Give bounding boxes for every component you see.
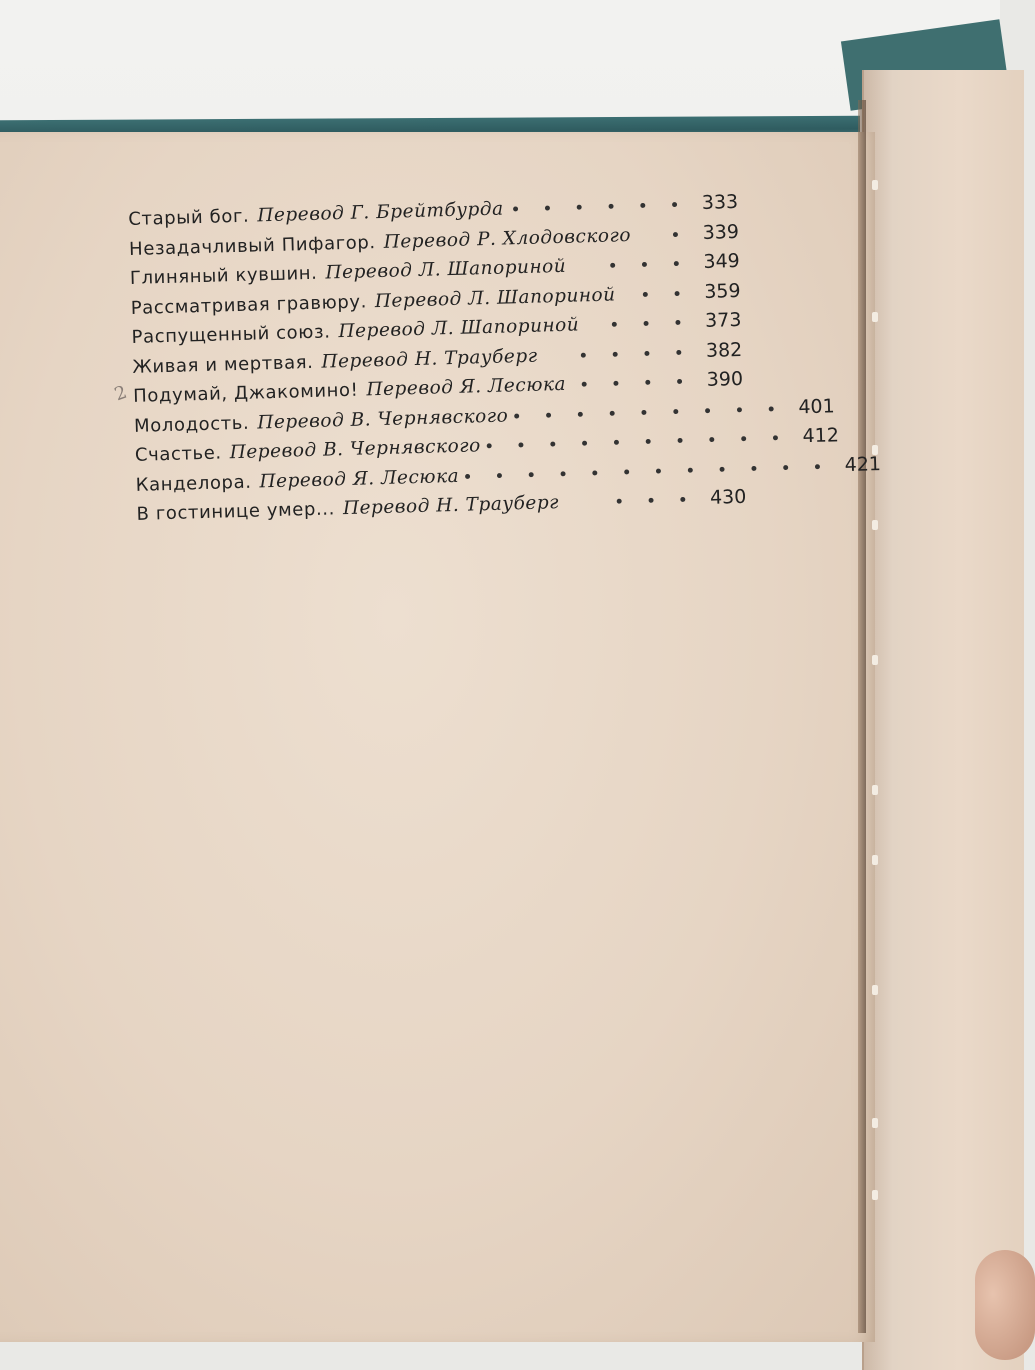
toc-page-number: 412 [802,424,840,448]
toc-page-number: 359 [703,279,741,303]
toc-entry-translator: Перевод Л. Шапориной [374,283,616,312]
binding-stitch [872,520,878,530]
toc-entry-title: Счастье. [134,442,222,466]
toc-page-number: 401 [798,394,835,418]
toc-entry-translator: Перевод В. Чернявского [256,404,509,433]
toc-entry-title: Живая и мертвая. [132,351,314,378]
toc-dot-leader: • • • • • • • • • • [484,430,790,456]
toc-entry-translator: Перевод Р. Хлодовского [383,224,632,253]
toc-entry-translator: Перевод Н. Трауберг [342,492,560,520]
toc-page-number: 373 [704,308,742,332]
toc-page-number: 421 [844,452,882,476]
binding-stitch [872,855,878,865]
binding-stitch [872,655,878,665]
toc-page-number: 430 [709,485,747,509]
toc-dot-leader: • • • • [579,374,694,394]
table-of-contents [128,190,882,532]
binding-stitch [872,180,878,190]
toc-dot-leader: • • • • • • • • • [512,401,785,425]
page-gutter [858,100,866,1333]
toc-dot-leader: • • • [614,492,697,511]
facing-page-edge [862,70,1024,1370]
toc-entry-title: Молодость. [133,412,250,437]
handwritten-margin-mark: 2 [111,381,130,406]
toc-page-number: 382 [705,338,743,362]
toc-dot-leader: • • • • [578,344,693,364]
toc-dot-leader: • • • [609,315,692,334]
toc-entry-title: В гостинице умер... [136,498,336,525]
toc-entry-translator: Перевод Я. Лесюка [259,465,460,492]
binding-stitch [872,985,878,995]
toc-dot-leader: • [670,226,690,244]
toc-entry-translator: Перевод Н. Трауберг [321,345,538,373]
toc-entry-title: Распущенный союз. [131,321,331,348]
toc-dot-leader: • • • [608,256,691,275]
toc-entry-title: Канделора. [135,471,252,496]
toc-page-number: 390 [706,367,744,391]
binding-stitch [872,1118,878,1128]
binding-stitch [872,785,878,795]
binding-stitch [872,1190,878,1200]
toc-page-number: 333 [701,190,739,214]
toc-entry-title: Старый бог. [128,205,250,230]
toc-entry-title: Глиняный кувшин. [129,262,318,289]
toc-entry-title: Рассматривая гравюру. [130,290,368,319]
toc-entry-translator: Перевод Я. Лесюка [366,373,567,401]
toc-entry-translator: Перевод Л. Шапориной [325,255,567,284]
toc-dot-leader: • • [640,285,691,304]
toc-entry-title: Незадачливый Пифагор. [128,231,376,260]
toc-entry-title: Подумай, Джакомино! [132,379,359,407]
toc-page-number: 339 [702,220,740,244]
toc-dot-leader: • • • • • • [510,197,689,219]
toc-entry-translator: Перевод Г. Брейтбурда [257,198,504,227]
binding-stitch [872,312,878,322]
toc-dot-leader: • • • • • • • • • • • • [462,458,832,486]
toc-entry-translator: Перевод В. Чернявского [229,435,481,464]
toc-page-number: 349 [703,249,741,273]
thumb-finger [975,1250,1035,1360]
toc-entry-translator: Перевод Л. Шапориной [338,314,580,343]
